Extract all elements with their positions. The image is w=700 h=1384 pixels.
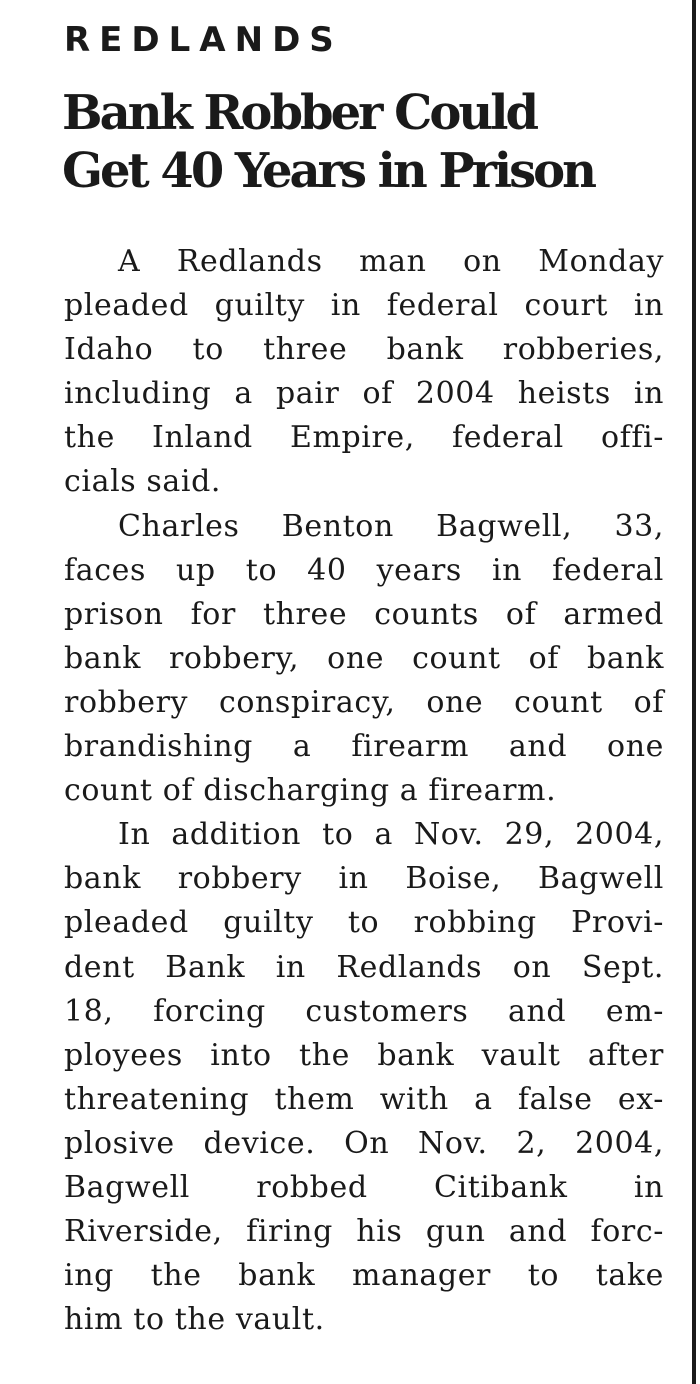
body-line: robbery conspiracy, one count of — [64, 684, 664, 720]
section-label: REDLANDS — [64, 20, 343, 60]
headline-line: Get 40 Years in Prison — [62, 143, 595, 199]
body-line: 18, forcing customers and em- — [64, 993, 664, 1029]
body-line: pleaded guilty to robbing Provi- — [64, 905, 664, 941]
body-line: Idaho to three bank robberies, — [64, 332, 664, 368]
body-line: Bagwell robbed Citibank in — [64, 1169, 664, 1205]
body-line: bank robbery in Boise, Bagwell — [64, 861, 664, 897]
headline — [62, 84, 662, 200]
body-line: Charles Benton Bagwell, 33, — [118, 508, 664, 544]
body-line: including a pair of 2004 heists in — [64, 376, 664, 412]
body-line: plosive device. On Nov. 2, 2004, — [64, 1125, 664, 1161]
body-line: him to the vault. — [64, 1302, 325, 1338]
body-line: cials said. — [64, 464, 222, 500]
body-line: bank robbery, one count of bank — [64, 640, 664, 676]
body-line: ing the bank manager to take — [64, 1258, 664, 1294]
body-line: brandishing a firearm and one — [64, 729, 664, 765]
body-line: ployees into the bank vault after — [64, 1037, 664, 1073]
article-body — [64, 240, 664, 1342]
body-line: dent Bank in Redlands on Sept. — [64, 949, 664, 985]
body-line: faces up to 40 years in federal — [64, 552, 664, 588]
body-line: prison for three counts of armed — [64, 596, 664, 632]
body-line: Riverside, firing his gun and forc- — [64, 1214, 664, 1250]
body-line: In addition to a Nov. 29, 2004, — [118, 817, 664, 853]
body-line: threatening them with a false ex- — [64, 1081, 664, 1117]
paragraph — [64, 505, 664, 814]
body-line: pleaded guilty in federal court in — [64, 288, 664, 324]
paragraph — [64, 813, 664, 1342]
headline-line: Bank Robber Could — [62, 85, 537, 141]
paragraph — [64, 240, 664, 505]
body-line: A Redlands man on Monday — [118, 244, 664, 279]
column-rule — [692, 0, 696, 1384]
body-line: the Inland Empire, federal offi- — [64, 420, 664, 456]
body-line: count of discharging a firearm. — [64, 773, 557, 809]
